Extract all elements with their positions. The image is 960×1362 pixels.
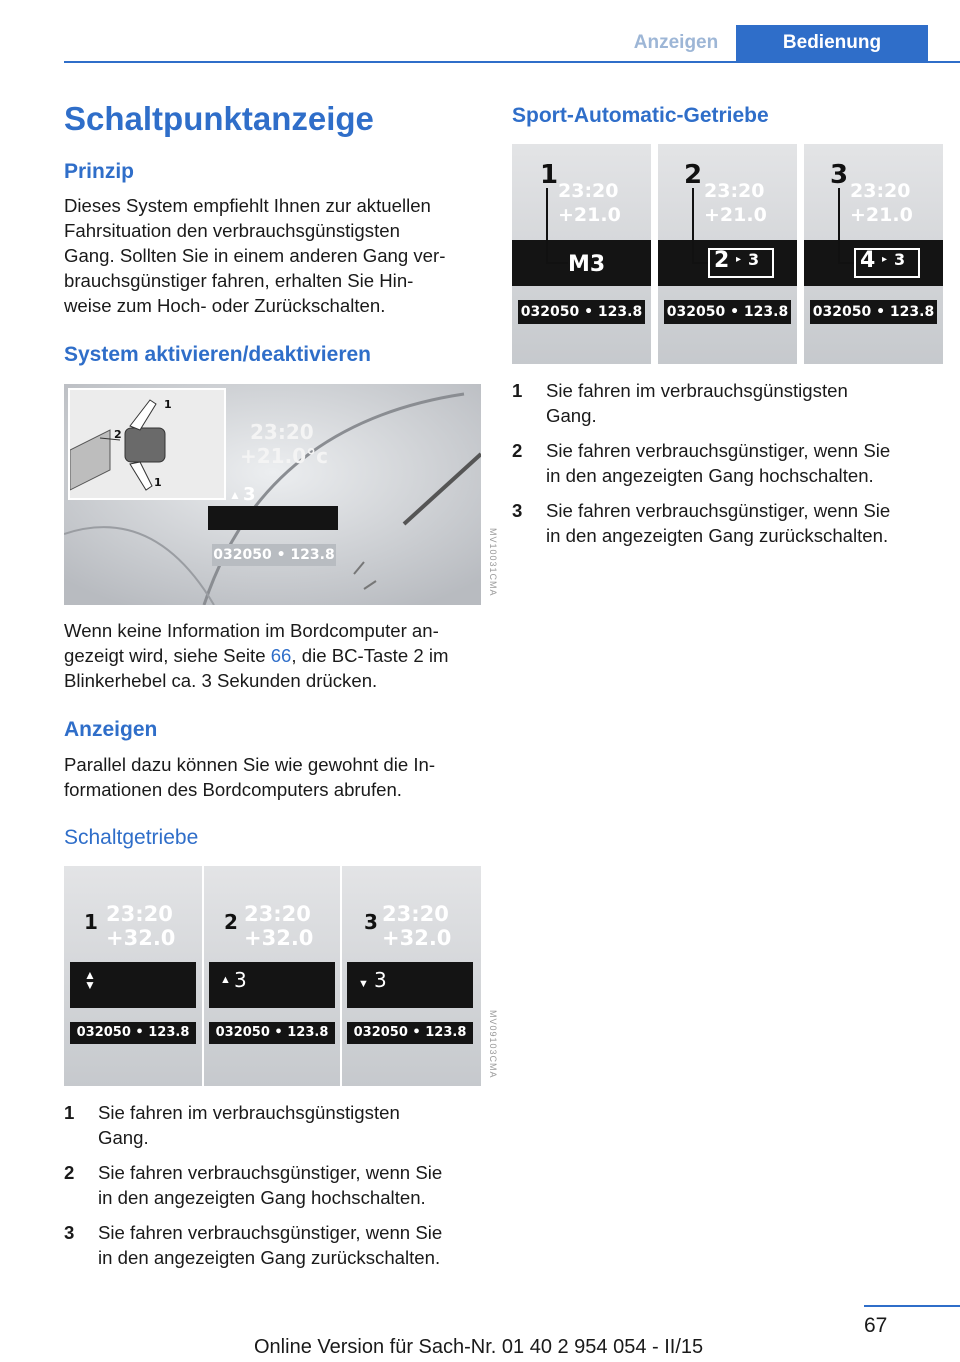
callout-line (838, 188, 854, 264)
auto-panel-3 (804, 144, 943, 364)
heading-system-aktivieren: System aktivieren/deaktivieren (64, 343, 372, 366)
manual-panel-2-odometer: 032050 • 123.8 (209, 1022, 335, 1044)
downshift-arrow-icon: ▼ (358, 978, 369, 990)
auto-panel-1-odometer: 032050 • 123.8 (518, 300, 645, 324)
heading-prinzip: Prinzip (64, 160, 135, 183)
figure-code: MV10031CMA (488, 528, 498, 597)
lever-label-2: 2 (114, 428, 122, 441)
callout-3: 3 (364, 910, 378, 934)
heading-schaltgetriebe: Schaltgetriebe (64, 826, 199, 849)
figure-sport-automatic (512, 144, 943, 364)
list-item: 2 Sie fahren verbrauchsgünstiger, wenn Sie in den angezeigten Gang hochschalten. (512, 440, 891, 486)
callout-line (692, 188, 708, 264)
fig1-gear: 3 (243, 484, 256, 505)
manual-panel-3-odometer: 032050 • 123.8 (347, 1022, 473, 1044)
auto-callout-3: 3 (830, 160, 849, 190)
callout-2: 2 (224, 910, 238, 934)
auto-panel-1-temp: +21.0 (558, 204, 621, 226)
prinzip-text: Dieses System empfiehlt Ihnen zur aktuellen Fahrsituation den verbrauchsgünstigsten Gang. Sollten Sie in einem anderen Gang ver‐ brauchsgünstiger fahren, erhalten Sie Hin‐ weise zum Hoch- oder Zurückschalten. (64, 195, 446, 316)
list-item: 1 Sie fahren im verbrauchsgünstigsten Gang. (64, 1102, 400, 1148)
auto-callout-1: 1 (540, 160, 559, 190)
auto-panel-2 (658, 144, 797, 364)
figure-cluster-lever (64, 384, 481, 605)
anzeigen-text: Parallel dazu können Sie wie gewohnt die In‐ formationen des Bordcomputers abrufen. (64, 754, 436, 800)
upshift-arrow-icon: ▲ (229, 488, 241, 502)
turn-signal-lever-illustration (70, 390, 224, 498)
page-reference-link[interactable]: 66 (270, 645, 292, 666)
heading-anzeigen: Anzeigen (64, 718, 158, 741)
manual-panel-1 (64, 866, 202, 1086)
auto-panel-3-gear: 4 (860, 248, 876, 273)
manual-panel-2-gear: 3 (234, 968, 247, 992)
manual-panel-2-time: 23:20 (244, 902, 311, 926)
fig1-time: 23:20 (250, 420, 314, 444)
header-rule (64, 61, 960, 63)
auto-panel-3-temp: +21.0 (850, 204, 913, 226)
list-item: 1 Sie fahren im verbrauchsgünstigsten Gang. (512, 380, 848, 426)
manual-panel-1-time: 23:20 (106, 902, 173, 926)
page-number: 67 (864, 1314, 888, 1337)
manual-panel-1-temp: +32.0 (106, 926, 176, 950)
auto-callout-2: 2 (684, 160, 703, 190)
fig1-temperature: +21.0°c (240, 444, 328, 468)
list-item: 3 Sie fahren verbrauchsgünstiger, wenn Sie in den angezeigten Gang zurückschalten. (512, 500, 891, 546)
fig1-odometer: 032050 • 123.8 (212, 544, 336, 566)
fig1-display-bar (208, 506, 338, 530)
info-text: Wenn keine Information im Bordcomputer an‐ gezeigt wird, siehe Seite 66, die BC-Taste 2 im Blinkerhebel ca. 3 Sekunden drücken. (64, 620, 449, 691)
manual-panel-1-odometer: 032050 • 123.8 (70, 1022, 196, 1044)
lever-label-1-down: 1 (154, 476, 162, 489)
auto-panel-2-time: 23:20 (704, 180, 765, 202)
figure-manual-transmission (64, 866, 481, 1086)
chevron-right-icon: ▸ (736, 254, 742, 265)
upshift-arrow-icon: ▲ (220, 974, 231, 986)
page-title: Schaltpunktanzeige (64, 100, 374, 137)
tab-anzeigen[interactable]: Anzeigen (633, 32, 719, 53)
chevron-right-icon: ▸ (882, 254, 888, 265)
auto-panel-3-time: 23:20 (850, 180, 911, 202)
manual-panel-2-temp: +32.0 (244, 926, 314, 950)
auto-panel-3-target: 3 (894, 250, 906, 269)
auto-panel-1-time: 23:20 (558, 180, 619, 202)
footer-version-text: Online Version für Sach-Nr. 01 40 2 954 054 - II/15 (254, 1336, 704, 1358)
auto-panel-2-target: 3 (748, 250, 760, 269)
header-tabs (616, 25, 928, 61)
lever-label-1-up: 1 (164, 398, 172, 411)
lever-inset (68, 388, 226, 500)
tab-bedienung[interactable]: Bedienung (736, 25, 928, 61)
auto-panel-2-odometer: 032050 • 123.8 (664, 300, 791, 324)
heading-sport-automatic: Sport-Automatic-Getriebe (512, 104, 769, 127)
footer-rule (864, 1305, 960, 1307)
manual-panel-2 (204, 866, 340, 1086)
auto-panel-1 (512, 144, 651, 364)
manual-panel-3 (342, 866, 481, 1086)
manual-panel-3-temp: +32.0 (382, 926, 452, 950)
manual-panel-3-gear: 3 (374, 968, 387, 992)
manual-transmission-list (64, 1100, 482, 1280)
figure-code-2: MV09103CMA (488, 1010, 498, 1079)
auto-panel-2-gear: 2 (714, 248, 730, 273)
auto-panel-1-gear: M3 (568, 252, 606, 277)
manual-panel-3-time: 23:20 (382, 902, 449, 926)
up-down-arrow-icon: ▲ ▼ (84, 968, 96, 992)
callout-line (546, 188, 568, 264)
list-item: 3 Sie fahren verbrauchsgünstiger, wenn Sie in den angezeigten Gang zurückschalten. (64, 1222, 443, 1268)
callout-1: 1 (84, 910, 98, 934)
auto-panel-2-temp: +21.0 (704, 204, 767, 226)
sport-automatic-list (512, 378, 944, 558)
auto-panel-3-odometer: 032050 • 123.8 (810, 300, 937, 324)
list-item: 2 Sie fahren verbrauchsgünstiger, wenn Sie in den angezeigten Gang hochschalten. (64, 1162, 443, 1208)
